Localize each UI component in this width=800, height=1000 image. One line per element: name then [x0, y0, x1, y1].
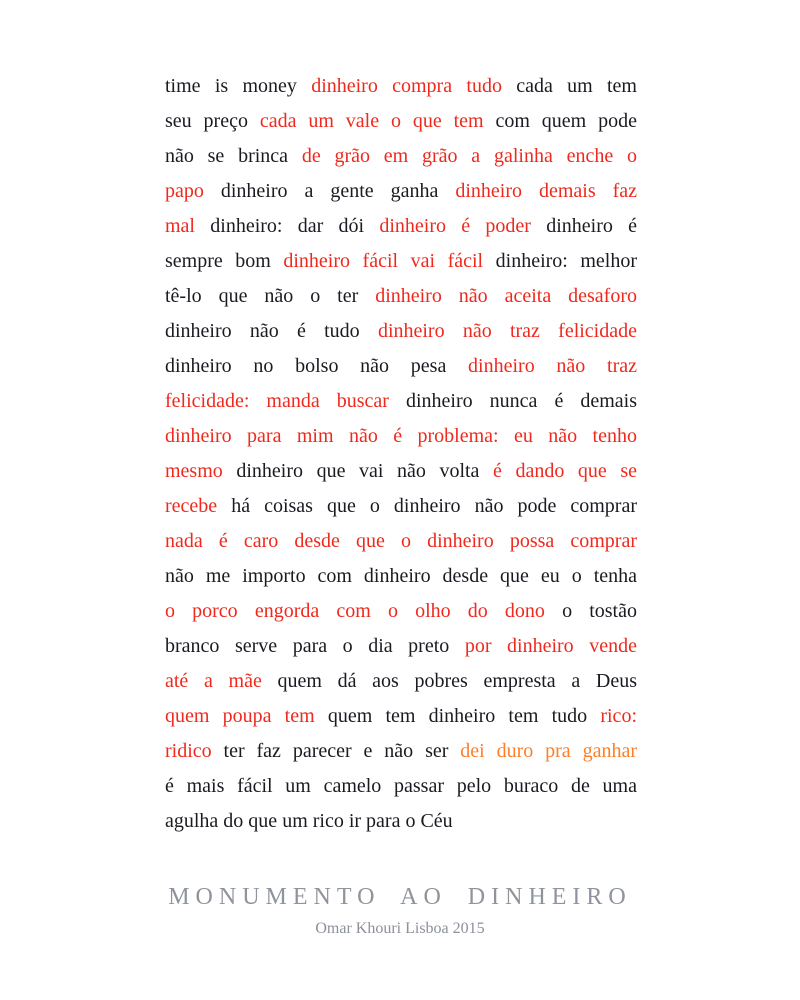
- poem-line: [165, 559, 637, 594]
- poem-segment: ridico: [165, 740, 212, 762]
- poem-segment: rico:: [600, 705, 637, 727]
- poem-segment: dinheiro: melhor: [483, 250, 637, 272]
- poem-line: [165, 314, 637, 349]
- poem-segment: dinheiro compra tudo: [311, 75, 502, 97]
- poem-segment: ter faz parecer e não ser: [211, 740, 461, 762]
- poem-segment: quem tem dinheiro tem tudo: [314, 705, 601, 727]
- poem-segment: tê-lo que não o ter: [165, 285, 376, 307]
- poem-segment: com quem pode: [483, 110, 637, 132]
- poem-line: [165, 699, 637, 734]
- poem-line: [165, 804, 637, 839]
- poem-segment: sempre bom: [165, 250, 284, 272]
- poem-line: [165, 629, 637, 664]
- poem-line: [165, 244, 637, 279]
- poem-line: [165, 279, 637, 314]
- poem-line: [165, 524, 637, 559]
- poem-segment: dinheiro não aceita desaforo: [375, 285, 637, 307]
- poem-segment: dinheiro nunca é demais: [388, 390, 637, 412]
- poem-segment: dinheiro não é tudo: [165, 320, 378, 342]
- poem-line: [165, 454, 637, 489]
- poem-line: [165, 419, 637, 454]
- footer: [0, 884, 800, 938]
- poem-segment: dinheiro fácil vai fácil: [283, 250, 484, 272]
- poem-segment: nada é caro desde que o dinheiro possa comprar: [165, 530, 637, 552]
- poem-text: [165, 69, 637, 839]
- poem-line: [165, 664, 637, 699]
- poem-line: [165, 104, 637, 139]
- poem-line: [165, 594, 637, 629]
- poem-segment: dinheiro é: [530, 215, 637, 237]
- poem-segment: dei duro pra ganhar: [460, 740, 637, 762]
- poem-segment: até a mãe: [165, 670, 262, 692]
- poem-segment: dinheiro no bolso não pesa: [165, 355, 469, 377]
- poem-segment: o tostão: [544, 600, 637, 622]
- poem-segment: não me importo com dinheiro desde que eu o tenha: [165, 565, 637, 587]
- poem-segment: dinheiro: dar dói: [195, 215, 380, 237]
- poem-segment: time is money: [165, 75, 312, 97]
- poem-segment: não se brinca: [165, 145, 302, 167]
- poem-segment: dinheiro a gente ganha: [203, 180, 456, 202]
- poem-segment: por dinheiro vende: [464, 635, 637, 657]
- poem-segment: quem poupa tem: [165, 705, 315, 727]
- poem-segment: recebe: [165, 495, 218, 517]
- poem-line: [165, 769, 637, 804]
- artwork-byline: Omar Khouri Lisboa 2015: [315, 920, 485, 937]
- poem-segment: cada um tem: [501, 75, 637, 97]
- poem-segment: de grão em grão a galinha enche o: [301, 145, 637, 167]
- poem-segment: é dando que se: [493, 460, 637, 482]
- poem-segment: papo: [165, 180, 204, 202]
- poem-segment: dinheiro para mim não é problema: eu não tenho: [165, 425, 637, 447]
- poem-line: [165, 209, 637, 244]
- poem-segment: há coisas que o dinheiro não pode comprar: [217, 495, 637, 517]
- poem-line: [165, 734, 637, 769]
- poem-segment: cada um vale o que tem: [259, 110, 484, 132]
- poem-segment: mal: [165, 215, 195, 237]
- poem-line: [165, 174, 637, 209]
- poem-line: [165, 139, 637, 174]
- artwork-title: MONUMENTO AO DINHEIRO: [168, 884, 632, 910]
- poem-segment: seu preço: [165, 110, 260, 132]
- poem-line: [165, 384, 637, 419]
- poem-segment: felicidade: manda buscar: [165, 390, 389, 412]
- poem-segment: dinheiro demais faz: [455, 180, 637, 202]
- poem-line: [165, 489, 637, 524]
- poem-segment: é mais fácil um camelo passar pelo buraco de uma: [165, 775, 637, 797]
- poem-segment: dinheiro é poder: [379, 215, 531, 237]
- poem-segment: dinheiro não traz: [468, 355, 637, 377]
- poem-segment: o porco engorda com o olho do dono: [165, 600, 545, 622]
- poem-line: [165, 349, 637, 384]
- poem-segment: mesmo: [165, 460, 223, 482]
- poem-segment: quem dá aos pobres empresta a Deus: [261, 670, 637, 692]
- poem-segment: dinheiro não traz felicidade: [377, 320, 637, 342]
- poem-segment: dinheiro que vai não volta: [222, 460, 494, 482]
- poem-line: [165, 69, 637, 104]
- poem-segment: agulha do que um rico ir para o Céu: [165, 810, 453, 832]
- poem-segment: branco serve para o dia preto: [165, 635, 465, 657]
